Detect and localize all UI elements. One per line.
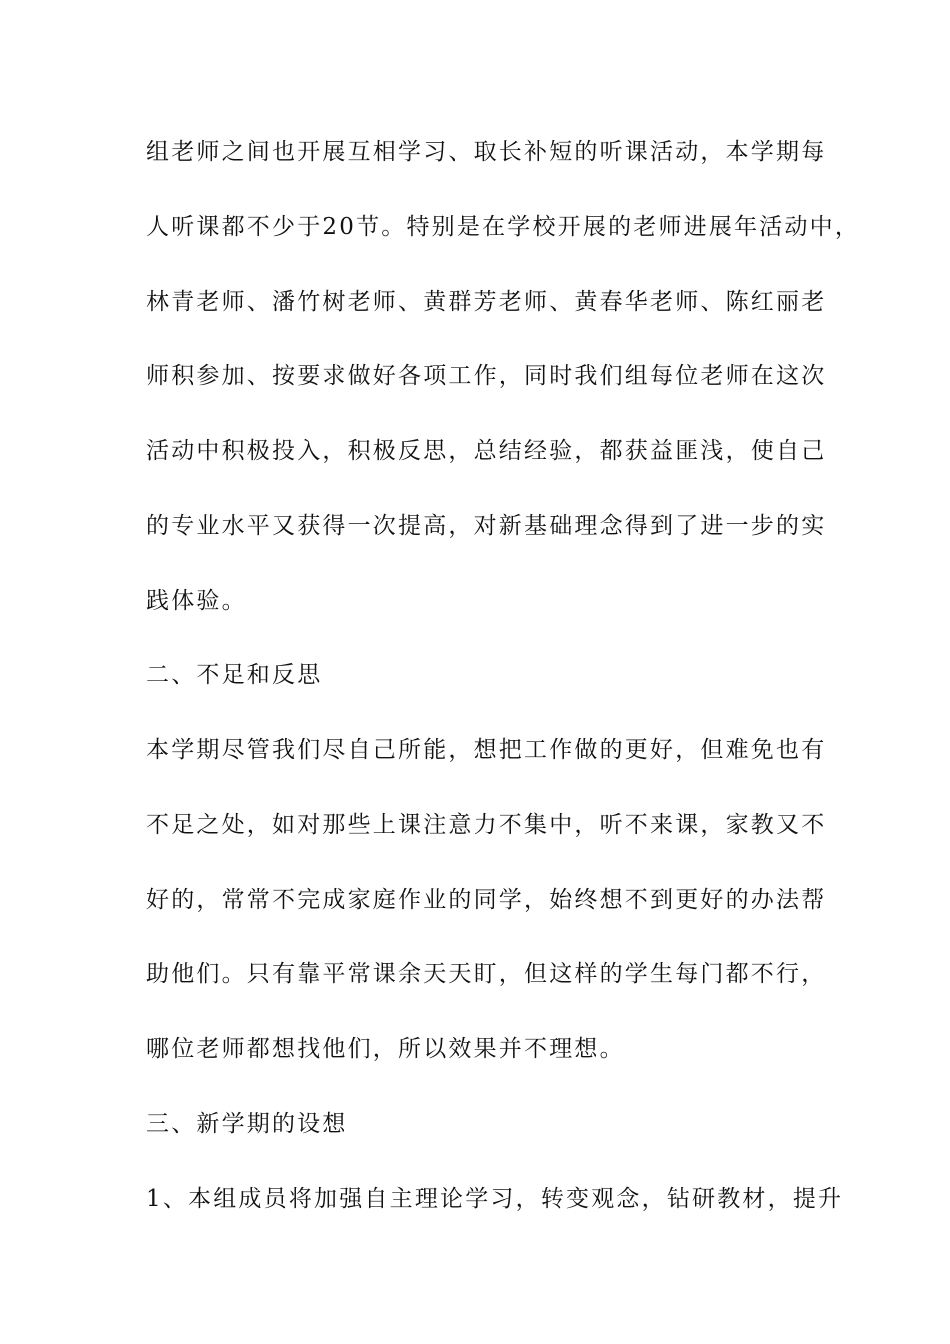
paragraph-line: 助他们。只有靠平常课余天天盯，但这样的学生每门都不行， (146, 961, 827, 987)
paragraph-line: 林青老师、潘竹树老师、黄群芳老师、黄春华老师、陈红丽老 (146, 289, 827, 315)
paragraph-line: 好的，常常不完成家庭作业的同学，始终想不到更好的办法帮 (146, 887, 827, 913)
section-heading: 三、新学期的设想 (146, 1111, 348, 1137)
paragraph-line: 哪位老师都想找他们，所以效果并不理想。 (146, 1036, 625, 1062)
paragraph-line: 践体验。 (146, 588, 247, 614)
paragraph-line: 本学期尽管我们尽自己所能，想把工作做的更好，但难免也有 (146, 737, 827, 763)
paragraph-line: 人听课都不少于20节。特别是在学校开展的老师进展年活动中， (146, 214, 861, 240)
paragraph-line: 活动中积极投入，积极反思，总结经验，都获益匪浅，使自己 (146, 438, 827, 464)
paragraph-line: 师积参加、按要求做好各项工作，同时我们组每位老师在这次 (146, 363, 827, 389)
paragraph-line: 的专业水平又获得一次提高，对新基础理念得到了进一步的实 (146, 513, 827, 539)
paragraph-line: 不足之处，如对那些上课注意力不集中，听不来课，家教又不 (146, 812, 827, 838)
list-item: 1、本组成员将加强自主理论学习，转变观念，钻研教材，提升 (146, 1186, 844, 1212)
section-heading: 二、不足和反思 (146, 662, 323, 688)
paragraph-line: 组老师之间也开展互相学习、取长补短的听课活动，本学期每 (146, 139, 827, 165)
